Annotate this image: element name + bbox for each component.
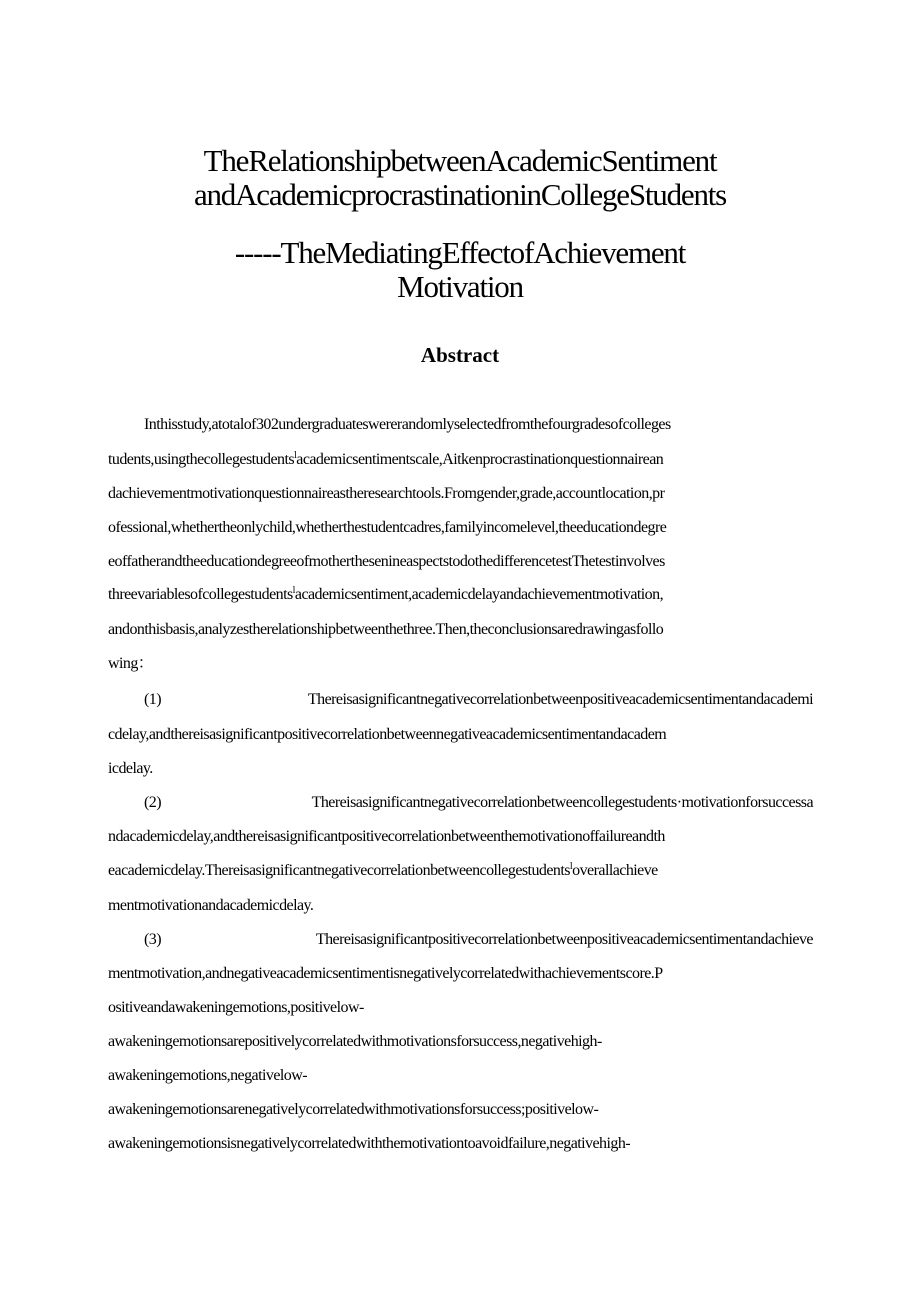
abstract-line-part: academicsentiment,academicdelayandachievementmotivation, [294, 586, 664, 603]
superscript-mark: l [569, 861, 573, 872]
abstract-line-part: threevariablesofcollegestudents [108, 586, 293, 603]
abstract-heading: Abstract [420, 343, 500, 367]
finding-text: motivationforsuccessa [681, 794, 813, 811]
finding-1-line [144, 690, 813, 710]
finding-marker: (3) [144, 931, 162, 948]
superscript-mark: l [292, 585, 295, 596]
finding-text: Thereisasignificantnegativecorrelationbetweenpositiveacademicsentimentandacademi [307, 691, 813, 708]
finding-text: overallachieve [572, 862, 658, 879]
finding-text: Thereisasignificantnegativecorrelationbetweencollegestudents [311, 794, 677, 811]
paper-title-line-1: TheRelationshipbetweenAcademicSentiment [203, 143, 717, 178]
finding-2-line: ndacademicdelay,andthereisasignificantpositivecorrelationbetweenthemotivationoffailureandth [108, 828, 665, 845]
finding-3-line: awakeningemotionsarepositivelycorrelatedwithmotivationsforsuccess,negativehigh- [108, 1033, 602, 1050]
finding-marker: (2) [144, 794, 162, 811]
abstract-line: eoffatherandtheeducationdegreeofmotherthesenineaspectstodothedifferencetestThetestinvolves [108, 553, 665, 570]
abstract-line [108, 585, 813, 605]
finding-text: eacademicdelay.Thereisasignificantnegativecorrelationbetweencollegestudents [108, 862, 570, 879]
finding-3-line: awakeningemotions,negativelow- [108, 1067, 307, 1084]
finding-text: Thereisasignificantpositivecorrelationbetweenpositiveacademicsentimentandachieve [315, 931, 813, 948]
finding-3-line [144, 930, 813, 950]
abstract-line [108, 450, 813, 470]
finding-1-line: icdelay. [108, 760, 153, 777]
finding-2-line: mentmotivationandacademicdelay. [108, 897, 314, 914]
finding-3-line: awakeningemotionsisnegativelycorrelatedwiththemotivationtoavoidfailure,negativehigh- [108, 1135, 631, 1152]
finding-1-line: cdelay,andthereisasignificantpositivecorrelationbetweennegativeacademicsentimentandacadem [108, 726, 667, 743]
abstract-line: wing： [108, 655, 154, 672]
paper-title [80, 144, 840, 212]
finding-3-line: ositiveandawakeningemotions,positivelow- [108, 999, 364, 1016]
paper-subtitle [80, 236, 840, 304]
finding-3-line: mentmotivation,andnegativeacademicsentimentisnegativelycorrelatedwithachievementscore.P [108, 965, 663, 982]
paper-title-line-2: andAcademicprocrastinationinCollegeStudents [193, 177, 727, 212]
finding-marker: (1) [144, 691, 162, 708]
abstract-line-part: tudents,usingthecollegestudents [108, 451, 295, 468]
finding-2-line [144, 793, 813, 813]
paper-subtitle-line-1: -----TheMediatingEffectofAchievement [234, 235, 686, 270]
abstract-line: ofessional,whethertheonlychild,whetherthestudentcadres,familyincomelevel,theeducationdegre [108, 519, 667, 536]
abstract-line: andonthisbasis,analyzestherelationshipbetweenthethree.Then,theconclusionsaredrawingasfollo [108, 621, 664, 638]
abstract-line-part: academicsentimentscale,Aitkenprocrastinationquestionnairean [296, 451, 664, 468]
finding-3-line: awakeningemotionsarenegativelycorrelatedwithmotivationsforsuccess;positivelow- [108, 1101, 599, 1118]
abstract-line: dachievementmotivationquestionnaireastheresearchtools.Fromgender,grade,accountlocation,pr [108, 485, 665, 502]
mid-dot: · [676, 794, 682, 811]
abstract-line: Inthisstudy,atotalof302undergraduateswererandomlyselectedfromthefourgradesofcolleges [144, 416, 671, 433]
finding-2-line [108, 861, 813, 881]
superscript-mark: l [294, 450, 297, 461]
paper-subtitle-line-2: Motivation [397, 269, 523, 304]
